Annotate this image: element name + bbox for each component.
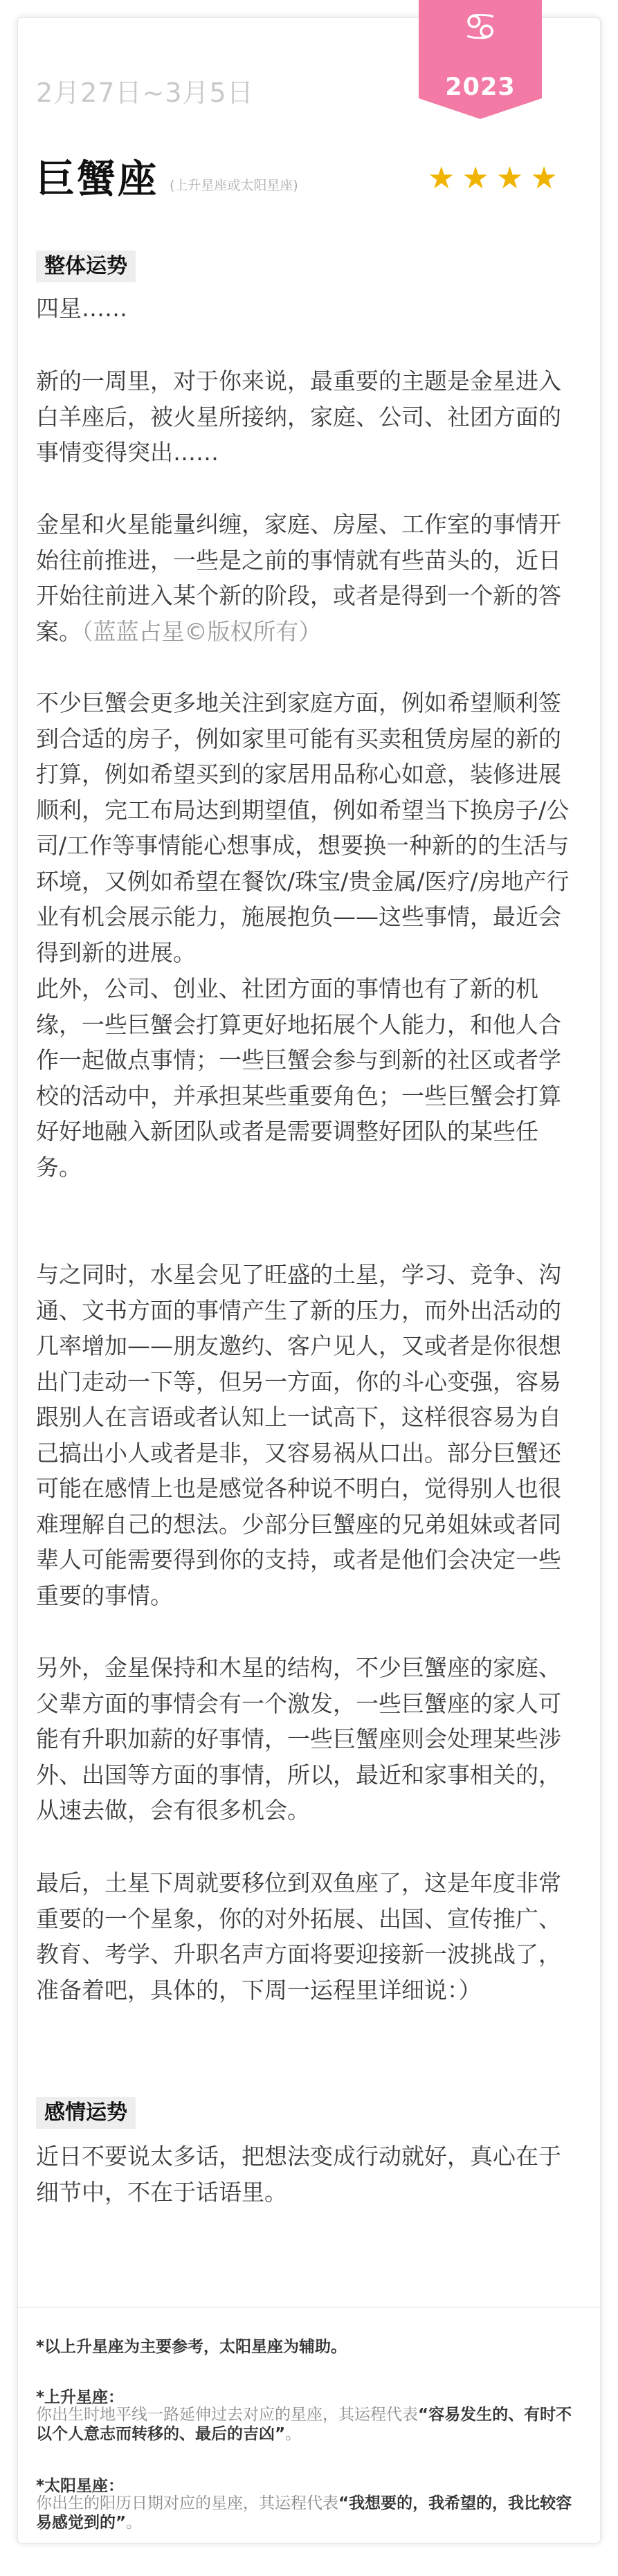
date-range: 2月27日~3月5日 xyxy=(36,78,254,108)
sign-subtitle: (上升星座或太阳星座) xyxy=(170,178,298,193)
overall-paragraph-1: 新的一周里，对于你来说，最重要的主题是金星进入白羊座后，被火星所接纳，家庭、公司、社团方面的事情变得突出…… xyxy=(36,368,561,466)
year-badge xyxy=(419,0,542,119)
section-label-overall: 整体运势 xyxy=(36,251,136,282)
note-rising-text xyxy=(36,2405,583,2444)
note-rising-meaning: “容易发生的、有时不以个人意志而转移的、最后的吉凶” xyxy=(36,2406,572,2443)
note-sun-desc: 你出生的阳历日期对应的星座，其运程代表 xyxy=(36,2494,338,2512)
sign-title: 巨蟹座 xyxy=(36,157,158,202)
badge-year: 2023 xyxy=(445,73,516,101)
overall-paragraph-7: 最后，土星下周就要移位到双鱼座了，这是年度非常重要的一个星象，你的对外拓展、出国、宣传推广、教育、考学、升职名声方面将要迎接新一波挑战了，准备着吧，具体的，下周一运程里详细说：） xyxy=(36,1869,561,2004)
note-sun-text xyxy=(36,2494,583,2532)
overall-rating-text: 四星…… xyxy=(36,295,127,322)
overall-paragraph-4: 此外，公司、创业、社团方面的事情也有了新的机缘，一些巨蟹会打算更好地拓展个人能力，和他人合作一起做点事情；一些巨蟹会参与到新的社区或者学校的活动中，并承担某些重要角色；一些巨蟹会打算好好地融入新团队或者是需要调整好团队的某些任务。 xyxy=(36,975,561,1181)
note-rising-title: *上升星座： xyxy=(36,2388,125,2406)
note-sun-end: 。 xyxy=(126,2514,143,2532)
copyright-note: （蓝蓝占星©版权所有） xyxy=(82,617,322,645)
note-rising-desc: 你出生时地平线一路延伸过去对应的星座，其运程代表 xyxy=(36,2406,418,2424)
section-label-love: 感情运势 xyxy=(36,2097,136,2129)
note-sun-meaning: “我想要的，我希望的，我比较容易感觉到的” xyxy=(36,2494,572,2532)
love-text: 近日不要说太多话，把想法变成行动就好，真心在于细节中，不在于话语里。 xyxy=(36,2143,561,2206)
overall-paragraph-2-text: 金星和火星能量纠缠，家庭、房屋、工作室的事情开始往前推进，一些是之前的事情就有些苗头的，近日开始往前进入某个新的阶段，或者是得到一个新的答案。 xyxy=(36,511,561,645)
note-sun-title: *太阳星座： xyxy=(36,2477,125,2495)
rating-stars: ★★★★ xyxy=(428,161,565,196)
overall-paragraph-2 xyxy=(36,507,583,649)
overall-paragraph-5: 与之同时，水星会见了旺盛的土星，学习、竞争、沟通、文书方面的事情产生了新的压力，而外出活动的几率增加——朋友邀约、客户见人，又或者是你很想出门走动一下等，但另一方面，你的斗心变强，容易跟别人在言语或者认知上一试高下，这样很容易为自己搞出小人或者是非，又容易祸从口出。部分巨蟹还可能在感情上也是感觉各种说不明白，觉得别人也很难理解自己的想法。少部分巨蟹座的兄弟姐妹或者同辈人可能需要得到你的支持，或者是他们会决定一些重要的事情。 xyxy=(36,1261,561,1609)
overall-paragraph-6: 另外，金星保持和木星的结构，不少巨蟹座的家庭、父辈方面的事情会有一个激发，一些巨蟹座的家人可能有升职加薪的好事情，一些巨蟹座则会处理某些涉外、出国等方面的事情，所以，最近和家事相关的，从速去做，会有很多机会。 xyxy=(36,1654,561,1824)
note-rising-end: 。 xyxy=(285,2425,302,2443)
cancer-sign-icon: ♋ xyxy=(462,5,498,50)
overall-paragraph-3: 不少巨蟹会更多地关注到家庭方面，例如希望顺利签到合适的房子，例如家里可能有买卖租赁房屋的新的打算，例如希望买到的家居用品称心如意，装修进展顺利，完工布局达到期望值，例如希望当下换房子/公司/工作等事情能心想事成，想要换一种新的的生活与环境，又例如希望在餐饮/珠宝/贵金属/医疗/房地产行业有机会展示能力，施展抱负——这些事情，最近会得到新的进展。 xyxy=(36,689,570,966)
note-main: *以上升星座为主要参考，太阳星座为辅助。 xyxy=(36,2338,347,2356)
